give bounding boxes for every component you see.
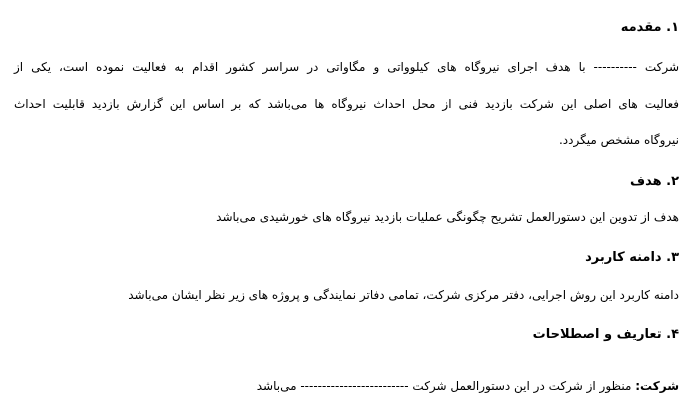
- section-4-heading: ۴. تعاریف و اصطلاحات: [532, 327, 679, 342]
- section-1-line-2: فعالیت های اصلی این شرکت بازدید فنی از محل احداث نیروگاه ها می‌باشد که بر اساس این گزارش بازدید قابلیت احداث: [14, 97, 679, 111]
- section-4-definition: [257, 379, 679, 393]
- section-1-heading: ۱. مقدمه: [620, 20, 679, 35]
- section-1-line-1: شرکت ---------- با هدف اجرای نیروگاه های کیلوواتی و مگاواتی در سراسر کشور اقدام به فعالیت نموده است، یکی از: [14, 60, 679, 74]
- definition-term: شرکت:: [635, 379, 679, 393]
- section-1-line-3: نیروگاه مشخص میگردد.: [558, 133, 679, 147]
- section-3-heading: ۳. دامنه کاربرد: [585, 250, 679, 265]
- section-2-heading: ۲. هدف: [629, 174, 679, 189]
- definition-text: منظور از شرکت در این دستورالعمل شرکت ------------------------- می‌باشد: [256, 379, 636, 393]
- section-2-line-1: هدف از تدوین این دستورالعمل تشریح چگونگی عملیات بازدید نیروگاه های خورشیدی می‌باشد: [216, 210, 679, 224]
- section-3-line-1: دامنه کاربرد این روش اجرایی، دفتر مرکزی شرکت، تمامی دفاتر نمایندگی و پروژه های زیر نظر ایشان می‌باشد: [128, 288, 679, 302]
